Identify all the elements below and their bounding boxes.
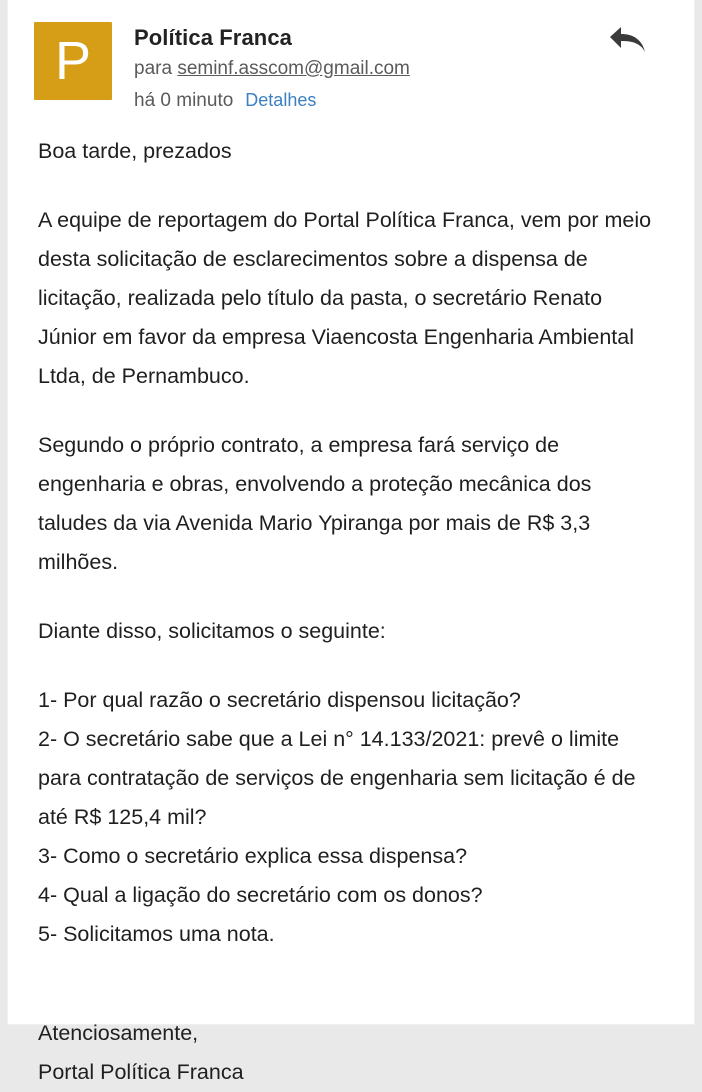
body-paragraph-2: Segundo o próprio contrato, a empresa fará serviço de engenharia e obras, envolvendo a proteção mecânica dos taludes da via Avenida Mario Ypiranga por mais de R$ 3,3 milhões.: [38, 433, 598, 574]
body-paragraph-1: A equipe de reportagem do Portal Política Franca, vem por meio desta solicitação de esclarecimentos sobre a dispensa de licitação, realizada pelo título da pasta, o secretário Renato Júnior em favor da empresa Viaencosta Engenharia Ambiental Ltda, de Pernambuco.: [38, 208, 658, 388]
timestamp-line: [134, 85, 676, 116]
body-question-4: 4- Qual a ligação do secretário com os donos?: [38, 883, 483, 907]
body-question-3: 3- Como o secretário explica essa dispensa?: [38, 844, 468, 868]
recipient-address[interactable]: seminf.asscom@gmail.com: [177, 58, 410, 79]
recipient-prefix: para: [134, 58, 173, 79]
body-spacer-2: [38, 984, 666, 1014]
body-question-2: 2- O secretário sabe que a Lei n° 14.133/2021: prevê o limite para contratação de serviços de engenharia sem licitação é de até R$ 125,4 mil?: [38, 727, 642, 829]
body-greeting: Boa tarde, prezados: [38, 139, 232, 163]
body-spacer: [38, 954, 666, 984]
timestamp: há 0 minuto: [134, 90, 234, 111]
body-question-5: 5- Solicitamos uma nota.: [38, 922, 275, 946]
email-message-card: [8, 0, 694, 1084]
body-signature: Portal Política Franca: [38, 1060, 244, 1084]
body-closing: Atenciosamente,: [38, 1021, 199, 1045]
email-header: [8, 0, 694, 116]
details-link[interactable]: Detalhes: [245, 90, 317, 110]
email-header-text: [134, 22, 676, 116]
recipient-line: [134, 54, 676, 84]
body-paragraph-3: Diante disso, solicitamos o seguinte:: [38, 619, 386, 643]
reply-arrow-icon[interactable]: [608, 22, 648, 58]
email-body: [8, 116, 694, 1092]
body-question-1: 1- Por qual razão o secretário dispensou licitação?: [38, 688, 521, 712]
avatar: P: [34, 22, 112, 100]
sender-name: Política Franca: [134, 25, 293, 50]
